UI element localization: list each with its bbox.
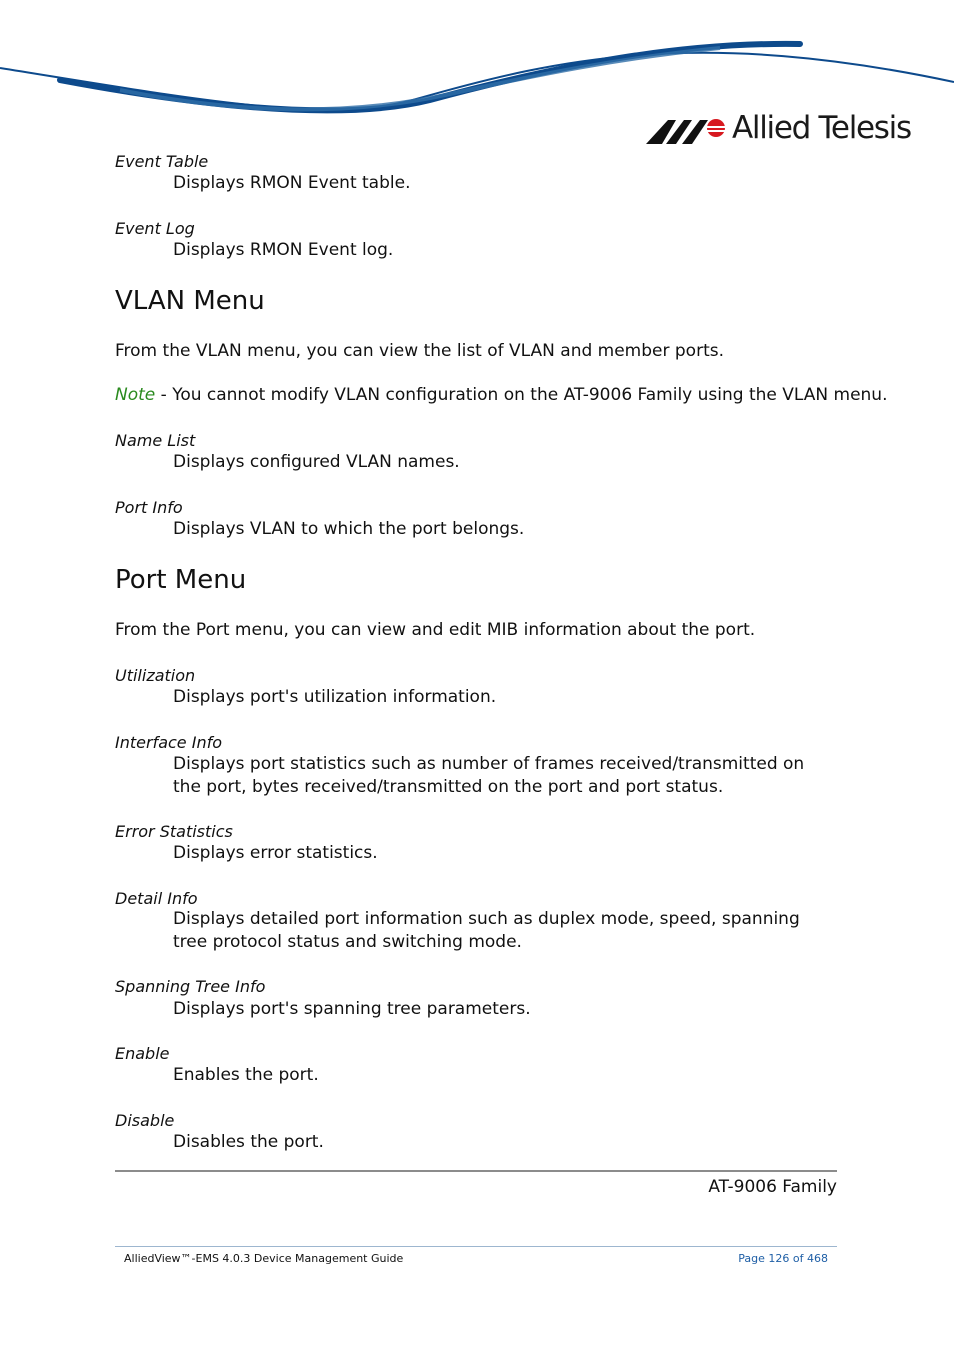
note-label: Note xyxy=(115,385,156,405)
desc-enable: Enables the port. xyxy=(173,1065,319,1085)
term-event-log: Event Log xyxy=(115,219,195,238)
allied-telesis-logo xyxy=(646,108,911,148)
footer-guide-title: AlliedView™-EMS 4.0.3 Device Management Guide xyxy=(124,1252,404,1265)
desc-event-table: Displays RMON Event table. xyxy=(173,173,411,193)
term-enable: Enable xyxy=(115,1044,170,1063)
desc-detail-info: Displays detailed port information such as duplex mode, speed, spanning tree protocol status and switching mode. xyxy=(173,909,800,952)
term-name-list: Name List xyxy=(115,431,196,450)
footer-page-number: Page 126 of 468 xyxy=(738,1252,828,1265)
desc-spanning-tree-info: Displays port's spanning tree parameters. xyxy=(173,999,531,1019)
heading-port-menu: Port Menu xyxy=(115,565,247,595)
heading-vlan-menu: VLAN Menu xyxy=(115,286,265,316)
logo-mark-icon xyxy=(646,114,726,144)
desc-name-list: Displays configured VLAN names. xyxy=(173,452,460,472)
note-text: - You cannot modify VLAN configuration on the AT-9006 Family using the VLAN menu. xyxy=(155,385,888,405)
logo-text: Allied Telesis xyxy=(732,110,911,146)
desc-error-statistics: Displays error statistics. xyxy=(173,843,378,863)
vlan-intro: From the VLAN menu, you can view the list of VLAN and member ports. xyxy=(115,341,724,361)
footer-divider xyxy=(115,1246,837,1247)
vlan-note xyxy=(115,384,888,407)
term-utilization: Utilization xyxy=(115,666,196,685)
term-disable: Disable xyxy=(115,1111,175,1130)
desc-disable: Disables the port. xyxy=(173,1132,324,1152)
term-interface-info: Interface Info xyxy=(115,733,222,752)
term-port-info: Port Info xyxy=(115,498,183,517)
term-detail-info: Detail Info xyxy=(115,889,198,908)
desc-event-log: Displays RMON Event log. xyxy=(173,240,394,260)
port-intro: From the Port menu, you can view and edit MIB information about the port. xyxy=(115,620,756,640)
desc-port-info: Displays VLAN to which the port belongs. xyxy=(173,519,525,539)
term-error-statistics: Error Statistics xyxy=(115,822,233,841)
desc-utilization: Displays port's utilization information. xyxy=(173,687,497,707)
term-event-table: Event Table xyxy=(115,152,209,171)
product-family: AT-9006 Family xyxy=(708,1177,837,1197)
term-spanning-tree-info: Spanning Tree Info xyxy=(115,977,266,996)
content-divider xyxy=(115,1170,837,1172)
desc-interface-info: Displays port statistics such as number of frames received/transmitted on the port, bytes received/transmitted on the port and port status. xyxy=(173,754,805,797)
